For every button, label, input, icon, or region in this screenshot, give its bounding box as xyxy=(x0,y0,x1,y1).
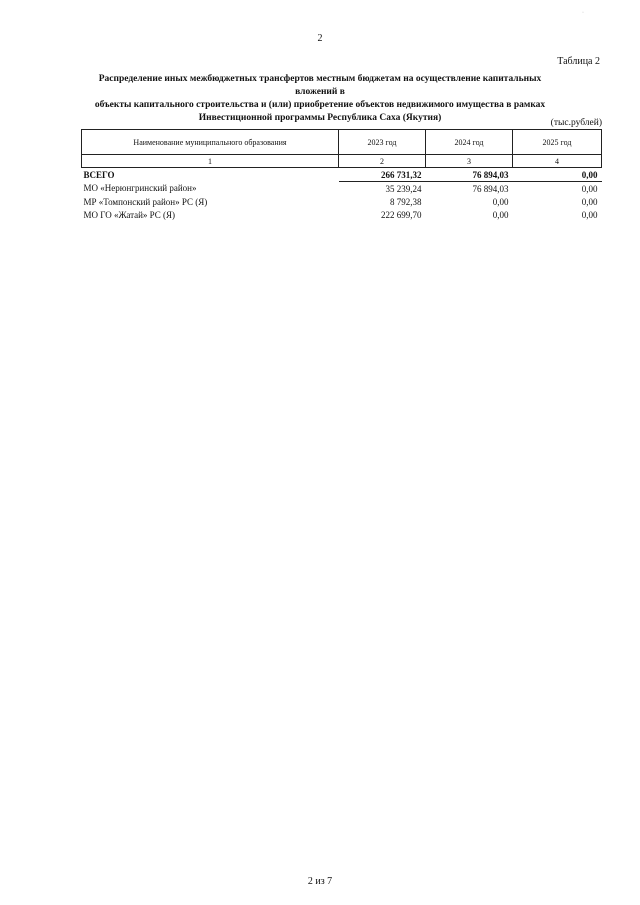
value-2023: 35 239,24 xyxy=(385,183,422,194)
value-2025: 0,00 xyxy=(581,209,598,220)
municipality-name: МР «Томпонский район» РС (Я) xyxy=(83,196,208,207)
header-2023: 2023 год xyxy=(339,130,426,155)
corner-mark: · xyxy=(582,10,584,16)
table-row xyxy=(82,182,602,196)
value-2025: 0,00 xyxy=(513,168,602,182)
title-line-1: Распределение иных межбюджетных трансфертов местным бюджетам на осуществление капитальных вложений в xyxy=(98,74,542,97)
value-2024: 76 894,03 xyxy=(472,183,509,194)
header-municipality: Наименование муниципального образования xyxy=(82,130,339,155)
page-number: 2 xyxy=(317,33,323,44)
table-label: Таблица 2 xyxy=(557,56,600,67)
value-2025: 0,00 xyxy=(581,183,598,194)
column-number: 2 xyxy=(339,155,426,168)
value-2024: 76 894,03 xyxy=(426,168,513,182)
value-2024: 0,00 xyxy=(492,196,509,207)
column-number: 1 xyxy=(82,155,339,168)
column-number: 3 xyxy=(426,155,513,168)
table-header-row xyxy=(82,130,602,155)
column-number: 4 xyxy=(513,155,602,168)
table-row xyxy=(82,208,602,221)
page-footer: 2 из 7 xyxy=(307,876,333,887)
value-2023: 222 699,70 xyxy=(381,209,422,220)
document-title xyxy=(85,73,555,125)
value-2023: 8 792,38 xyxy=(390,196,422,207)
value-2025: 0,00 xyxy=(581,196,598,207)
header-2025: 2025 год xyxy=(513,130,602,155)
municipality-name: ВСЕГО xyxy=(83,169,115,180)
table-row-total xyxy=(82,168,602,182)
title-line-3: Инвестиционной программы Республика Саха (Якутия) xyxy=(198,113,442,123)
units-label: (тыс.рублей) xyxy=(550,118,602,128)
municipality-name: МО «Нерюнгринский район» xyxy=(83,183,197,194)
header-2024: 2024 год xyxy=(426,130,513,155)
transfers-table xyxy=(81,129,602,221)
column-number-row xyxy=(82,155,602,168)
table-row xyxy=(82,195,602,208)
value-2023: 266 731,32 xyxy=(339,168,426,182)
title-line-2: объекты капитального строительства и (или) приобретение объектов недвижимого имущества в рамках xyxy=(94,100,546,110)
municipality-name: МО ГО «Жатай» РС (Я) xyxy=(83,209,176,220)
value-2024: 0,00 xyxy=(492,209,509,220)
